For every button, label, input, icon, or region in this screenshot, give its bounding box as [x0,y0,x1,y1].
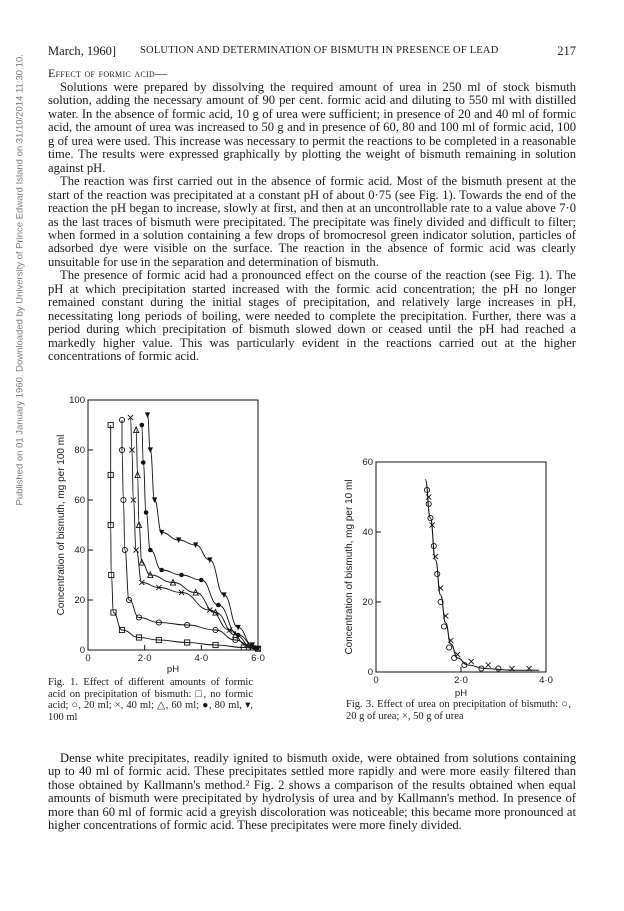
y-axis-label: Concentration of bismuth, mg per 100 ml [56,434,67,616]
section-title: Effect of formic acid— [48,66,168,80]
paragraph: The reaction was first carried out in the absence of formic acid. Most of the bismuth present at the start of the reaction was precipitated at a constant pH of about 0·75 (see Fig. 1). Towards the end of the reaction the pH began to increase, slowly at first, and then at an uncontrollable rate to a value above 7·0 as the last traces of bismuth were precipitated. The precipitate was finely divided and difficult to filter; when formed in a solution containing a few drops of bromocresol green indicator solution, particles of adsorbed dye were visible on the surface. The reaction in the absence of formic acid was clearly unsuitable for use in the separation and determination of bismuth. [48,174,576,269]
data-point [140,423,145,428]
body-text-top [48,81,576,364]
series-line [131,418,259,649]
data-point [159,568,164,573]
data-point [426,494,431,499]
data-point [469,659,474,664]
x-tick-label: 2·0 [454,675,468,686]
y-tick-label: 40 [74,545,85,556]
data-point [179,573,184,578]
y-tick-label: 20 [74,595,85,606]
x-axis-label: pH [454,688,468,699]
y-tick-label: 0 [367,667,373,678]
data-point [148,447,153,453]
data-point [141,460,146,465]
y-tick-label: 60 [362,457,373,468]
series-triangle-down [145,412,261,651]
data-point [216,603,221,608]
data-point [144,510,149,515]
series-dot [140,423,258,650]
fitted-curve [425,480,539,671]
series-line [136,430,252,648]
series-line [122,420,252,648]
y-tick-label: 100 [69,395,85,406]
data-point [433,554,438,559]
data-point [221,592,226,598]
series-cross [426,494,531,671]
data-point [145,412,150,418]
y-tick-label: 20 [362,597,373,608]
data-point [152,497,157,503]
data-point [207,557,212,563]
download-note: Published on 01 January 1960. Downloaded by University of Prince Edward Island on 31/10/2014 11:30:10. [14,54,26,506]
header-date: March, 1960] [48,44,117,58]
figure-1 [48,395,263,745]
data-point [441,624,446,629]
data-point [486,662,491,667]
data-point [455,652,460,657]
paragraph: Dense white precipitates, readily ignited to bismuth oxide, were obtained from solutions containing up to 40 ml of formic acid. These precipitates settled more rapidly and were more easily filtered than those obtained by Kallmann's method.² Fig. 2 shows a comparison of the results obtained when equal amounts of bismuth were precipitated by hydrolysis of urea and by Kallmann's method. In presence of more than 60 ml of formic acid a greyish discoloration was noticeable; this became more pronounced at higher concentrations of formic acid. These precipitates were more finely divided. [48,751,576,833]
x-tick-label: 0 [85,653,91,664]
x-tick-label: 4·0 [194,653,209,664]
data-point [134,547,139,552]
x-tick-label: 6·0 [251,653,265,664]
body-text-bottom [48,752,576,833]
data-point [496,666,501,671]
paragraph: The presence of formic acid had a pronounced effect on the course of the reaction (see Fig. 1). The pH at which precipitation started increased with the formic acid concentration; the pH no longer remained constant during the initial stages of precipitation, and relatively large increases in pH, necessitating long periods of boiling, were needed to complete the precipitation. Further, there was a period during which precipitation of bismuth slowed down or ceased until the pH had reached a markedly higher value. This was particularly evident in the reactions carried out at the higher concentrations of formic acid. [48,268,576,364]
series-cross [128,415,261,651]
data-point [148,548,153,553]
fig1-chart [48,395,263,685]
paragraph: Solutions were prepared by dissolving the required amount of urea in 250 ml of stock bismuth solution, adding the necessary amount of 90 per cent. formic acid and diluting to 550 ml with distilled water. In the absence of formic acid, 10 g of urea were sufficient; in presence of 20 and 40 ml of formic acid, the amount of urea was increased to 50 g and in presence of 60, 80 and 100 ml of formic acid, 100 g of urea were used. This increase was necessary to permit the reactions to be completed in a reasonable time. The results were expressed graphically by plotting the weight of bismuth remaining in solution against pH. [48,80,576,175]
fig3-chart [338,452,576,700]
plot-frame [376,462,546,672]
series-line [111,425,258,649]
series-line [148,415,259,649]
y-tick-label: 60 [74,495,85,506]
page-number: 217 [557,44,576,58]
data-point [199,578,204,583]
y-axis-label: Concentration of bismuth, mg per 10 ml [344,479,355,655]
figure-1-caption: Fig. 1. Effect of different amounts of formic acid on precipitation of bismuth: □, no formic acid; ○, 20 ml; ×, 40 ml; △, 60 ml; ●, 80 ml, ▾, 100 ml [48,677,253,723]
x-tick-label: 4·0 [539,675,553,686]
y-tick-label: 0 [79,645,85,656]
header-title: SOLUTION AND DETERMINATION OF BISMUTH IN PRESENCE OF LEAD [140,45,499,56]
data-point [236,633,241,638]
series-line [142,425,255,648]
figure-3-caption: Fig. 3. Effect of urea on precipitation of bismuth: ○, 20 g of urea; ×, 50 g of urea [346,699,571,722]
y-tick-label: 80 [74,445,85,456]
data-point [447,645,452,650]
figure-3 [338,452,576,752]
y-tick-label: 40 [362,527,373,538]
x-axis-label: pH [166,664,180,675]
series-square [108,422,261,651]
series-circle [424,487,501,671]
x-tick-label: 0 [373,675,379,686]
x-tick-label: 2·0 [137,653,152,664]
